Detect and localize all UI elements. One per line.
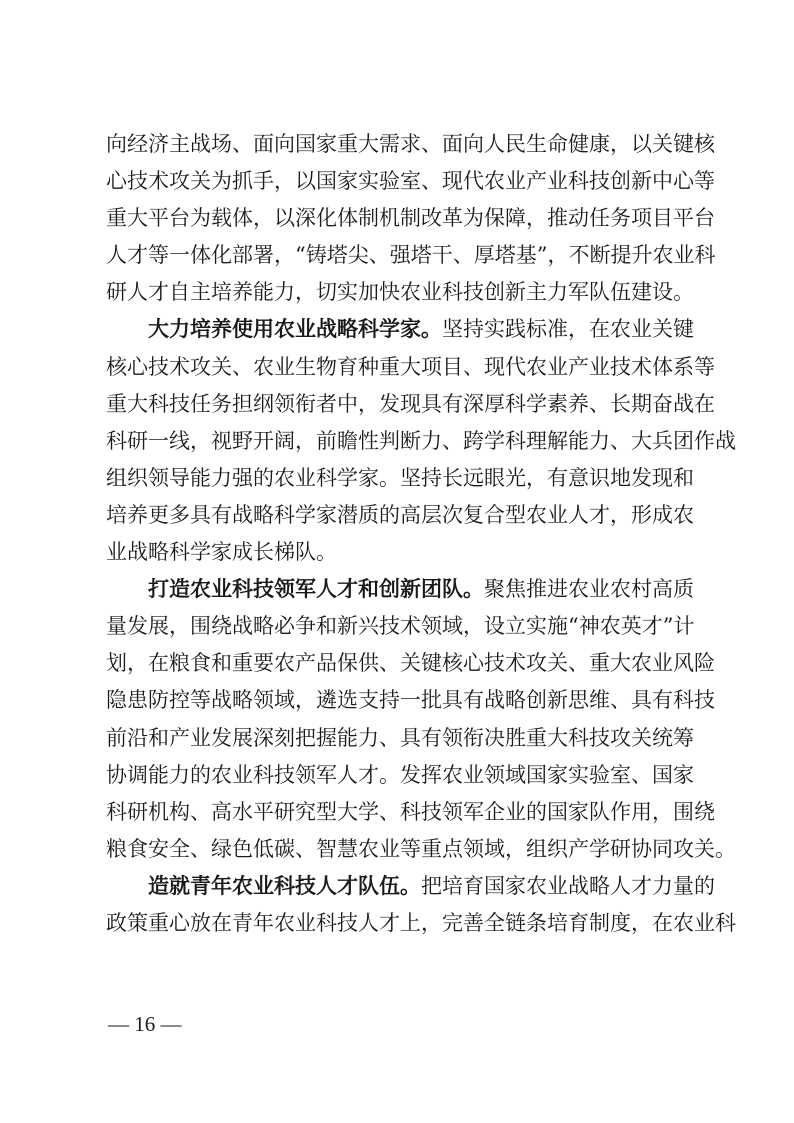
text-line: 前沿和产业发展深刻把握能力、具有领衔决胜重大科技攻关统筹 [106,725,694,750]
text-line: 划，在粮食和重要农产品保供、关键核心技术攻关、重大农业风险 [106,651,715,676]
text-run: 聚焦推进农业农村高质 [484,577,694,602]
paragraph-leading-talents [106,571,736,868]
paragraph-intro [106,126,716,311]
paragraph-young-talents [106,868,736,942]
paragraph-heading: 大力培养使用农业战略科学家。 [148,317,442,342]
text-line: 组织领导能力强的农业科学家。坚持长远眼光，有意识地发现和 [106,465,694,490]
text-line: 业战略科学家成长梯队。 [106,540,337,565]
text-line [106,571,692,608]
text-line: 核心技术攻关、农业生物育种重大项目、现代农业产业技术体系等 [106,354,715,379]
text-line: 重大平台为载体，以深化体制机制改革为保障，推动任务项目平台 [106,206,715,231]
text-line: 政策重心放在青年农业科技人才上，完善全链条培育制度，在农业科 [106,910,736,935]
text-line [106,311,692,348]
paragraph-heading: 造就青年农业科技人才队伍。 [148,873,421,898]
text-run: 把培育国家农业战略人才力量的 [421,873,715,898]
paragraph-heading: 打造农业科技领军人才和创新团队。 [148,577,484,602]
text-line: 向经济主战场、面向国家重大需求、面向人民生命健康，以关键核 [106,132,715,156]
text-line: 培养更多具有战略科学家潜质的高层次复合型农业人才，形成农 [106,502,694,527]
text-line: 人才等一体化部署，“铸塔尖、强塔干、厚塔基”，不断提升农业科 [106,243,716,268]
text-line: 心技术攻关为抓手，以国家实验室、现代农业产业科技创新中心等 [106,169,715,194]
paragraph-strategic-scientists [106,311,736,571]
text-line: 粮食安全、绿色低碳、智慧农业等重点领域，组织产学研协同攻关。 [106,836,736,861]
text-line: 研人才自主培养能力，切实加快农业科技创新主力军队伍建设。 [106,280,694,305]
text-line [106,868,715,905]
text-line: 隐患防控等战略领域，遴选支持一批具有战略创新思维、具有科技 [106,688,715,713]
text-run: 坚持实践标准，在农业关键 [442,317,694,342]
document-body [106,126,736,942]
text-line: 协调能力的农业科技领军人才。发挥农业领域国家实验室、国家 [106,762,694,787]
text-line: 量发展，围绕战略必争和新兴技术领域，设立实施“神农英才”计 [106,614,695,639]
text-line: 重大科技任务担纲领衔者中，发现具有深厚科学素养、长期奋战在 [106,391,715,416]
text-line: 科研机构、高水平研究型大学、科技领军企业的国家队作用，围绕 [106,799,715,824]
text-line: 科研一线，视野开阔，前瞻性判断力、跨学科理解能力、大兵团作战 [106,428,736,453]
page-number: — 16 — [108,1012,182,1036]
